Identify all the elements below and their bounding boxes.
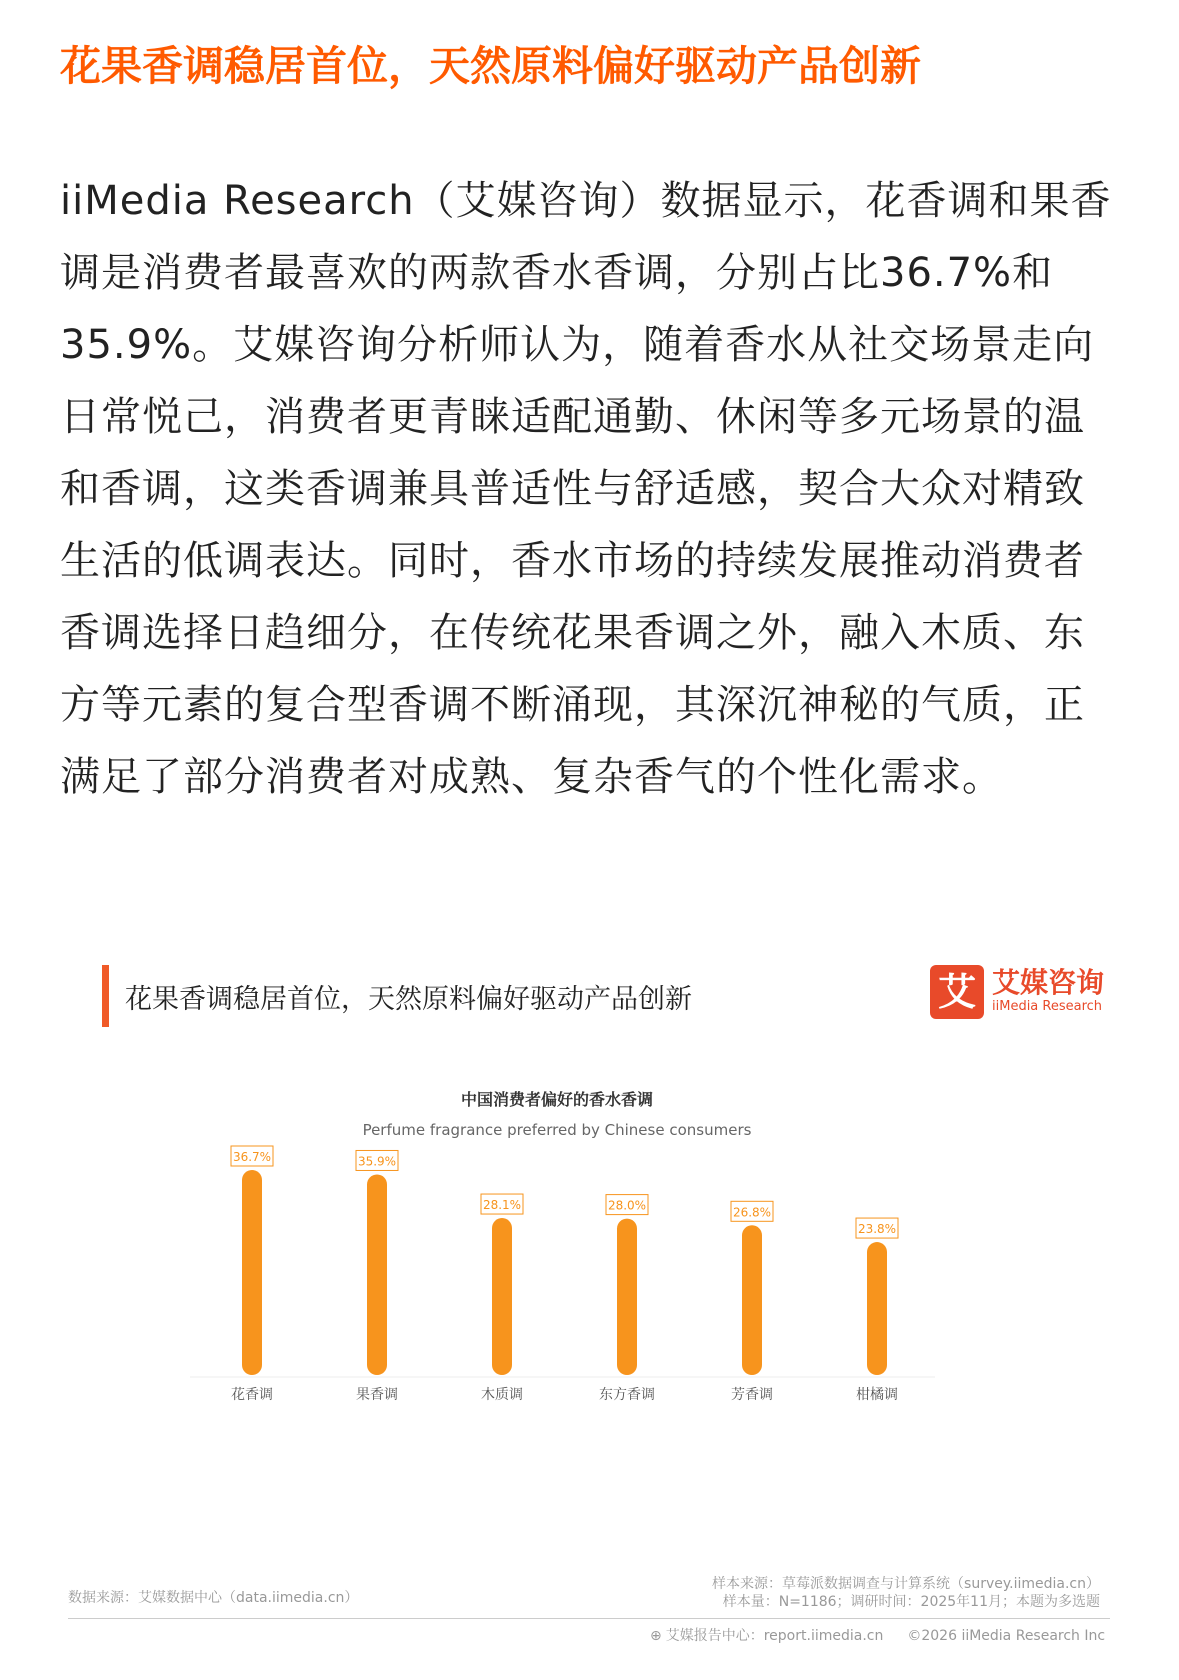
category-label: 木质调	[481, 1387, 523, 1403]
logo-mark: 艾	[930, 965, 984, 1019]
value-label: 28.1%	[482, 1198, 522, 1213]
bar-chart	[60, 1085, 1120, 1445]
chart-title: 中国消费者偏好的香水香调	[460, 1090, 654, 1109]
footer-bottom	[650, 1625, 1110, 1645]
data-source: 数据来源：艾媒数据中心（data.iimedia.cn）	[68, 1590, 359, 1606]
globe-icon: ⊕	[650, 1628, 662, 1644]
category-label: 芳香调	[731, 1387, 773, 1403]
bar	[617, 1219, 637, 1375]
copyright: ©2026 iiMedia Research Inc	[907, 1628, 1106, 1644]
bar	[242, 1170, 262, 1375]
bar	[867, 1242, 887, 1375]
card-title: 花果香调稳居首位，天然原料偏好驱动产品创新	[125, 984, 692, 1015]
chart-subtitle: Perfume fragrance preferred by Chinese consumers	[362, 1121, 752, 1139]
value-label: 26.8%	[732, 1205, 772, 1220]
bar	[742, 1225, 762, 1375]
title-accent-bar	[102, 965, 109, 1027]
category-label: 东方香调	[599, 1387, 655, 1403]
logo-text-cn: 艾媒咨询	[992, 966, 1105, 999]
category-label: 花香调	[231, 1387, 273, 1403]
sample-size: 样本量：N=1186；调研时间：2025年11月；本题为多选题	[722, 1594, 1100, 1610]
value-label: 36.7%	[232, 1150, 272, 1164]
sample-source: 样本来源：草莓派数据调查与计算系统（survey.iimedia.cn）	[712, 1576, 1100, 1592]
bar	[492, 1218, 512, 1375]
sample-info	[700, 1575, 1100, 1611]
value-label: 28.0%	[607, 1198, 647, 1213]
category-label: 果香调	[356, 1387, 398, 1403]
value-label: 35.9%	[357, 1154, 397, 1169]
category-label: 柑橘调	[856, 1387, 898, 1403]
value-label: 23.8%	[857, 1222, 897, 1237]
page-headline: 花果香调稳居首位，天然原料偏好驱动产品创新	[60, 42, 921, 90]
chart-card	[60, 935, 1120, 1655]
footer-divider	[68, 1618, 1110, 1619]
report-center: 艾媒报告中心：report.iimedia.cn	[665, 1628, 884, 1644]
bar	[367, 1174, 387, 1375]
article-paragraph: iiMedia Research（艾媒咨询）数据显示，花香调和果香调是消费者最喜欢的两款香水香调，分别占比36.7%和35.9%。艾媒咨询分析师认为，随着香水从社交场景走向日常悦己，消费者更青睐适配通勤、休闲等多元场景的温和香调，这类香调兼具普适性与舒适感，契合大众对精致生活的低调表达。同时，香水市场的持续发展推动消费者香调选择日趋细分，在传统花果香调之外，融入木质、东方等元素的复合型香调不断涌现，其深沉神秘的气质，正满足了部分消费者对成熟、复杂香气的个性化需求。	[60, 178, 1112, 800]
iimedia-logo	[930, 965, 1110, 1025]
logo-text-en: iiMedia Research	[992, 999, 1103, 1014]
